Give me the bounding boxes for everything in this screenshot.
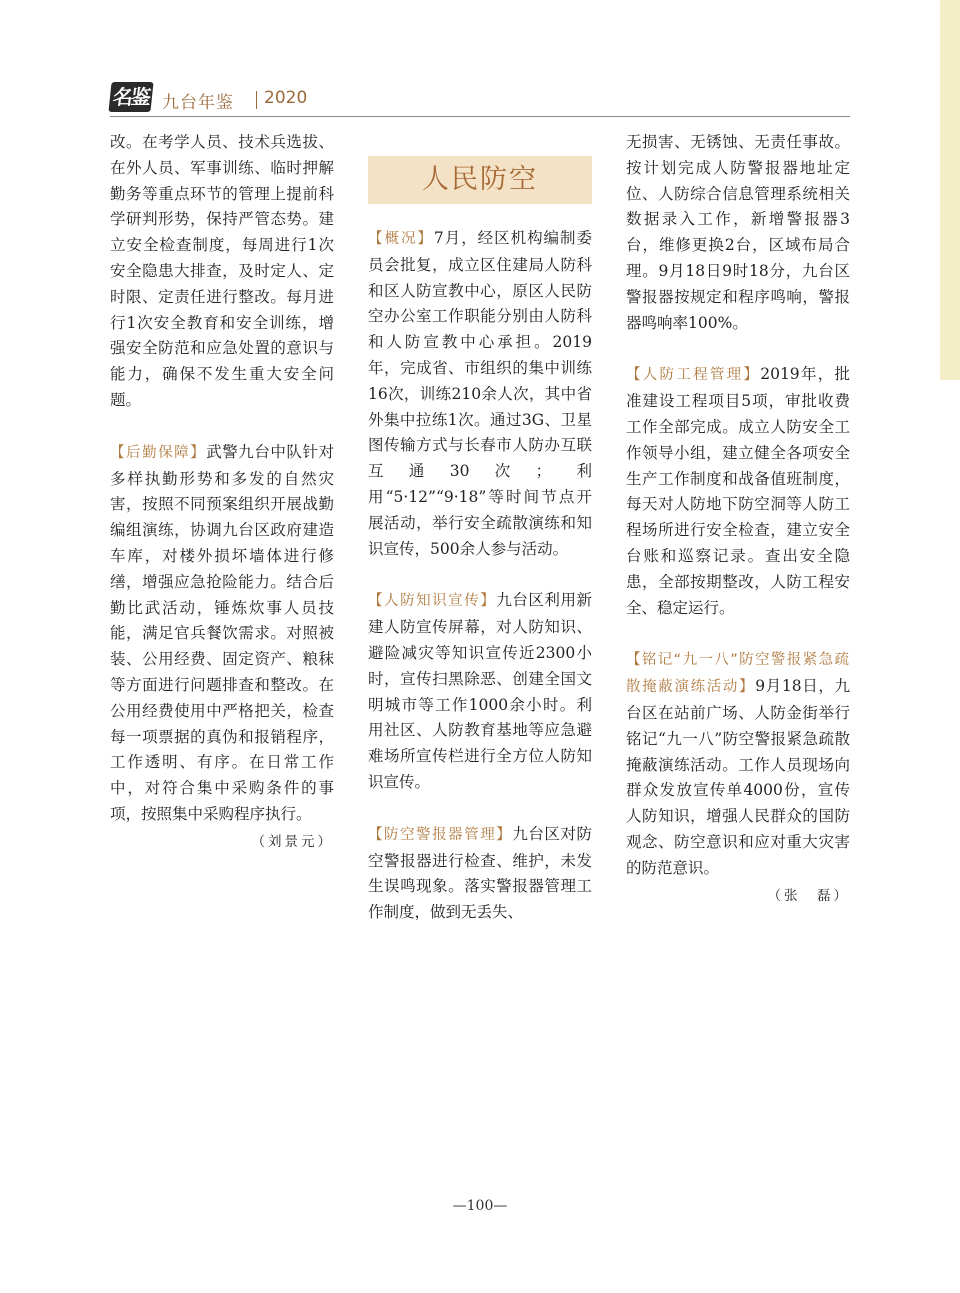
page-number: —100—	[452, 1198, 508, 1214]
paragraph-text: 2019年，批准建设工程项目5项，审批收费工作全部完成。成立人防安全工作领导小组，建立健全各项安全生产工作制度和战备值班制度，每天对人防地下防空洞等人防工程场所进行安全检查，建立安全台账和巡察记录。查出安全隐患，全部按期整改，人防工程安全、稳定运行。	[626, 365, 850, 617]
column-3	[626, 130, 850, 909]
column-2	[368, 226, 592, 926]
yearbook-logo: 名鉴	[108, 82, 153, 112]
header-title: 九台年鉴	[162, 93, 234, 113]
section-tag: 【人防知识宣传】	[368, 593, 497, 610]
paragraph	[368, 588, 592, 795]
side-tab-strip	[940, 0, 960, 380]
paragraph	[368, 226, 592, 562]
paragraph	[368, 822, 592, 926]
column-1	[110, 130, 334, 856]
paragraph-text: 九台区对防空警报器进行检查、维护，未发生误鸣现象。落实警报器管理工作制度，做到无丢失、	[368, 824, 592, 922]
paragraph	[626, 647, 850, 881]
section-tag: 【后勤保障】	[110, 444, 207, 461]
author: （张 磊）	[767, 887, 850, 904]
section-tag: 【防空警报器管理】	[368, 826, 513, 843]
paragraph-text: 无损害、无锈蚀、无责任事故。按计划完成人防警报器地址定位、人防综合信息管理系统相关数据录入工作，新增警报器3台，维修更换2台，区域布局合理。9月18日9时18分，九台区警报器按规定和程序鸣响，警报器鸣响率100%。	[626, 133, 850, 332]
section-tag: 【概况】	[368, 231, 434, 247]
section-tag: 【铭记“九一八”防空警报紧急疏散掩蔽演练活动】	[626, 652, 850, 696]
page-header	[110, 80, 850, 120]
paragraph-text: 改。在考学人员、技术兵选拔、在外人员、军事训练、临时押解勤务等重点环节的管理上提前科学研判形势，保持严管态势。建立安全检查制度，每周进行1次安全隐患大排查，及时定人、定时限、定责任进行整改。每月进行1次安全教育和安全训练，增强安全防范和应急处置的意识与能力，确保不发生重大安全问题。	[110, 133, 334, 409]
header-divider	[256, 91, 257, 109]
author: （刘景元）	[251, 833, 334, 850]
section-tag: 【人防工程管理】	[626, 367, 761, 384]
paragraph-text: 武警九台中队针对多样执勤形势和多发的自然灾害，按照不同预案组织开展战勤编组演练，协调九台区政府建造车库，对楼外损坏墙体进行修缮，增强应急抢险能力。结合后勤比武活动，锤炼炊事人员技能，满足官兵餐饮需求。对照被装、公用经费、固定资产、粮秣等方面进行问题排查和整改。在公用经费使用中严格把关，检查每一项票据的真伪和报销程序，工作透明、有序。在日常工作中，对符合集中采购条件的事项，按照集中采购程序执行。	[110, 442, 334, 823]
paragraph-text: 九台区利用新建人防宣传屏幕，对人防知识、避险减灾等知识宣传近2300小时，宣传扫黑除恶、创建全国文明城市等工作1000余小时。利用社区、人防教育基地等应急避难场所宣传栏进行全方位人防知识宣传。	[368, 591, 592, 791]
paragraph	[110, 440, 334, 828]
paragraph	[626, 130, 850, 336]
header-rule	[110, 116, 850, 117]
paragraph	[626, 362, 850, 621]
header-year: 2020	[264, 88, 308, 108]
paragraph-text: 7月，经区机构编制委员会批复，成立区住建局人防科和区人防宣教中心，原区人民防空办公室工作职能分别由人防科和人防宣教中心承担。2019年，完成省、市组织的集中训练16次，训练210余人次，其中省外集中拉练1次。通过3G、卫星图传输方式与长春市人防办互联互通30次；利用“5·12”“9·18”等时间节点开展活动，举行安全疏散演练和知识宣传，500余人参与活动。	[368, 229, 592, 558]
section-title: 人民防空	[368, 156, 592, 204]
paragraph-text: 9月18日，九台区在站前广场、人防金街举行铭记“九一八”防空警报紧急疏散掩蔽演练活动。工作人员现场向群众发放宣传单4000份，宣传人防知识，增强人民群众的国防观念、防空意识和应对重大灾害的防范意识。	[626, 677, 851, 877]
paragraph	[110, 130, 334, 414]
